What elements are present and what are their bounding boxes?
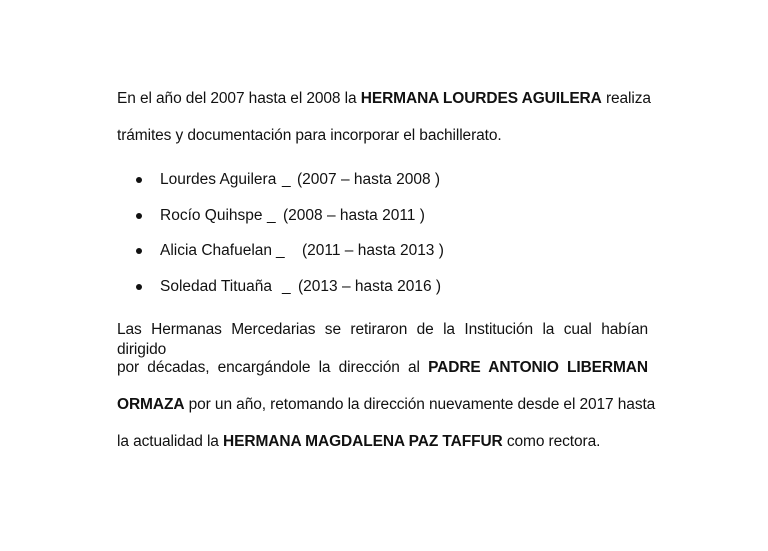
paragraph1-line1-end: realiza	[601, 90, 651, 107]
paragraph1-line1-start: En el año del 2007 hasta el 2008 la	[117, 90, 361, 107]
bullet-dot-icon	[136, 177, 142, 183]
paragraph2-line4-bold: HERMANA MAGDALENA PAZ TAFFUR	[223, 433, 503, 450]
paragraph2-line2	[117, 358, 648, 378]
list-item-name: Alicia Chafuelan	[160, 242, 273, 259]
paragraph2-line4	[117, 432, 600, 452]
paragraph1-line1-bold: HERMANA LOURDES AGUILERA	[360, 90, 602, 107]
list-item-period: (2007 – hasta 2008 )	[297, 171, 441, 188]
list-item-separator: _	[267, 206, 276, 224]
bullet-dot-icon	[136, 248, 142, 254]
paragraph2-line4-end: como rectora.	[502, 433, 601, 450]
list-item-name: Lourdes Aguilera	[160, 171, 277, 188]
paragraph2-line2-bold: PADRE ANTONIO LIBERMAN	[428, 359, 648, 376]
list-item-name: Soledad Tituaña	[160, 277, 273, 295]
bullet-dot-icon	[136, 284, 142, 290]
paragraph2-line1	[117, 320, 648, 360]
list-item-separator: _	[276, 242, 285, 259]
paragraph1-line2-text: trámites y documentación para incorporar el bachillerato.	[117, 127, 502, 144]
paragraph2-line2-start: por décadas, encargándole la dirección al	[117, 359, 429, 376]
paragraph2-line3	[117, 395, 655, 415]
bullet-dot-icon	[136, 213, 142, 219]
paragraph1-line1	[117, 89, 651, 109]
list-item-period: (2008 – hasta 2011 )	[283, 206, 425, 224]
list-item-separator: _	[282, 277, 291, 295]
paragraph2-line4-start: la actualidad la	[117, 433, 224, 450]
list-item-period: (2011 – hasta 2013 )	[302, 242, 444, 259]
list-item-name: Rocío Quihspe	[160, 206, 263, 224]
paragraph2-line1-text: Las Hermanas Mercedarias se retiraron de la Institución la cual habían dirigido	[117, 321, 648, 358]
paragraph2-line3-end: por un año, retomando la dirección nuevamente desde el 2017 hasta	[184, 396, 656, 413]
paragraph2-line3-bold: ORMAZA	[117, 396, 185, 413]
list-item-separator: _	[282, 171, 291, 188]
paragraph1-line2	[117, 126, 502, 146]
list-item-period: (2013 – hasta 2016 )	[298, 277, 442, 295]
